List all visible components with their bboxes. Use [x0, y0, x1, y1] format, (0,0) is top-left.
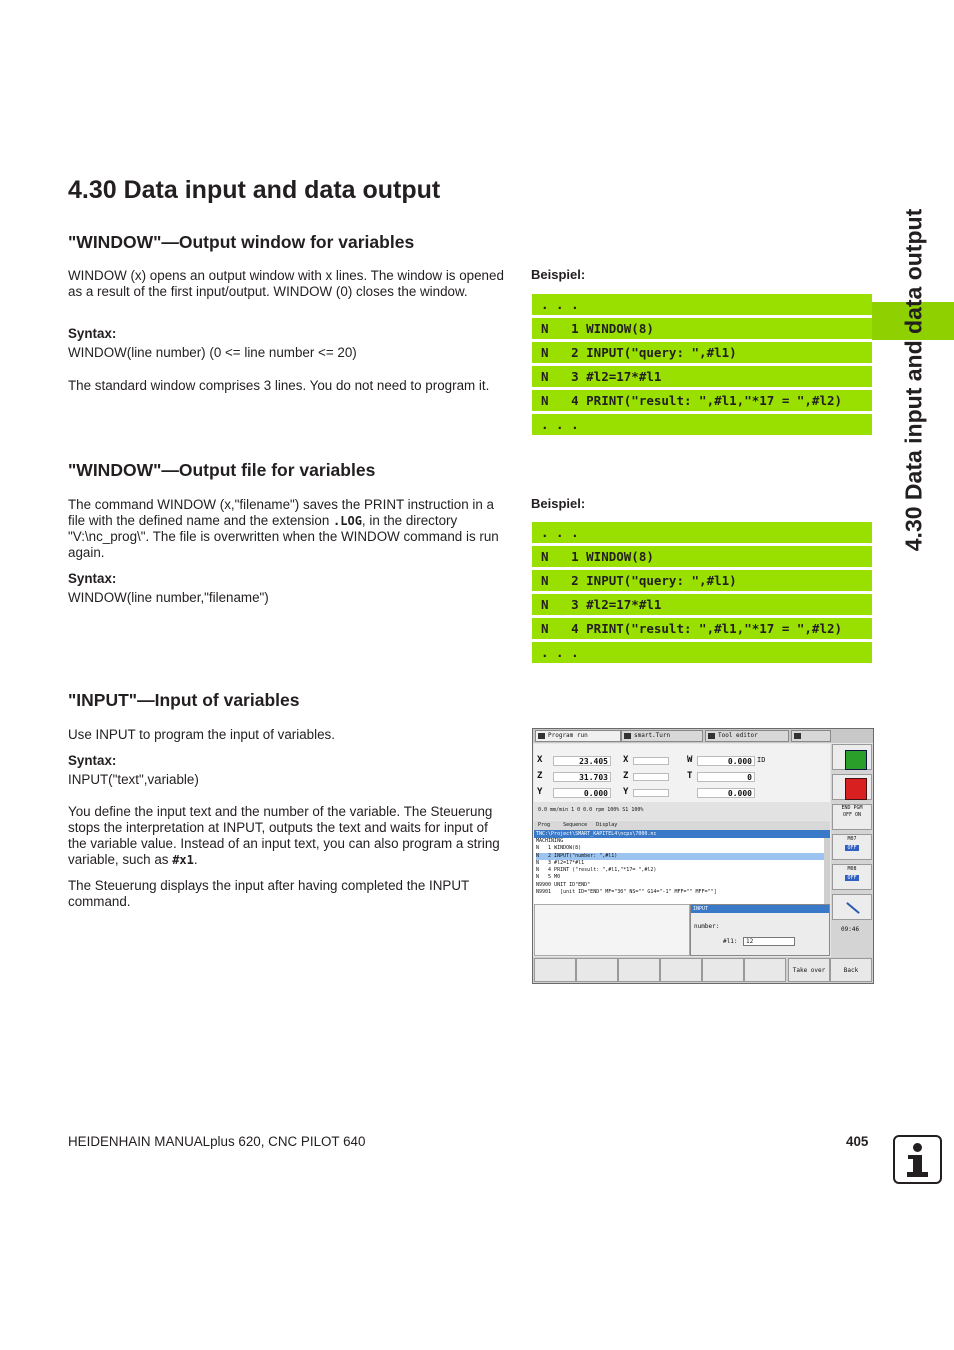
cycle-start-key[interactable] — [832, 744, 872, 770]
tab-label: Program run — [548, 732, 588, 739]
tab-tool-editor[interactable] — [705, 730, 789, 742]
string-variable-example: #x1 — [172, 853, 194, 867]
tool-key[interactable] — [832, 894, 872, 920]
syntax-label-1: Syntax: — [68, 326, 117, 341]
tab-label: Tool editor — [718, 732, 758, 739]
code-line: . . . — [532, 522, 872, 543]
input-desc: Use INPUT to program the input of variables. — [68, 727, 335, 742]
program-line: N 3 #l2=17*#l1 — [536, 859, 585, 866]
side-tab-title: 4.30 Data input and data output — [900, 208, 927, 552]
program-line: N9901 [unit ID="END" MF="30" NS="" G14="-1" MFF="" MFF=""] — [536, 889, 717, 896]
window-output-desc: WINDOW (x) opens an output window with x lines. The window is opened as a result of the first input/output. WINDOW (0) closes the window. — [68, 268, 504, 299]
axis-delta-label: X — [623, 755, 629, 765]
input-explanation — [68, 804, 510, 868]
lower-left-panel — [534, 904, 690, 956]
syntax-window-1: WINDOW(line number) (0 <= line number <= 20) — [68, 345, 357, 360]
heading-input: "INPUT"—Input of variables — [68, 690, 300, 710]
code-line: N 3 #l2=17*#l1 — [532, 594, 872, 615]
take-over-button[interactable]: Take over — [788, 958, 830, 982]
program-run-icon — [538, 733, 545, 739]
tool-value: 0 — [697, 772, 755, 782]
axis-delta-value — [633, 757, 669, 765]
heading-window-file: "WINDOW"—Output file for variables — [68, 460, 376, 480]
code-line: . . . — [532, 294, 872, 315]
tab-smart-turn[interactable] — [621, 730, 703, 742]
position-display — [534, 744, 830, 810]
input-explanation-a: You define the input text and the number of the variable. The Steuerung stops the interpretation at INPUT, outputs the text and waits for input of the variable value. Instead of an input text, you can also program a string variable, such as — [68, 804, 500, 867]
syntax-label-2: Syntax: — [68, 571, 117, 586]
softkey-5[interactable] — [702, 958, 744, 982]
input-display-note: The Steuerung displays the input after having completed the INPUT command. — [68, 878, 469, 909]
end-pgm-state: OFF ON — [842, 812, 862, 818]
code-line: . . . — [532, 414, 872, 435]
axis-row-y — [537, 787, 829, 799]
axis-id-label: ID — [757, 756, 766, 764]
axis-value-w: 0.000 — [697, 756, 755, 766]
code-line: N 4 PRINT("result: ",#l1,"*17 = ",#l2) — [532, 390, 872, 411]
cycle-start-icon — [845, 750, 867, 770]
feed-status-text: 0.0 mm/min 1 0 0.0 rpm 100% S1 100% — [538, 807, 644, 813]
code-line: N 4 PRINT("result: ",#l1,"*17 = ",#l2) — [532, 618, 872, 639]
axis-label: X — [537, 755, 543, 765]
back-button[interactable]: Back — [830, 958, 872, 982]
axis-label: Z — [537, 771, 543, 781]
axis-row-z — [537, 771, 829, 783]
code-line: N 2 INPUT("query: ",#l1) — [532, 342, 872, 363]
tool-icon — [846, 902, 860, 914]
softkey-3[interactable] — [618, 958, 660, 982]
program-line: N 5 M0 — [536, 874, 561, 881]
code-line: N 1 WINDOW(8) — [532, 318, 872, 339]
end-pgm-label: END PGM — [841, 805, 863, 811]
program-line: N 4 PRINT ("result: ",#l1,"*17= ",#l2) — [536, 867, 657, 874]
window-output-note: The standard window comprises 3 lines. You do not need to program it. — [68, 378, 490, 393]
input-dialog — [690, 904, 830, 956]
axis-delta-value — [633, 773, 669, 781]
code-line: N 3 #l2=17*#l1 — [532, 366, 872, 387]
program-line: N9900 UNIT ID"END" — [536, 881, 591, 888]
tab-prog[interactable]: Prog — [538, 822, 551, 828]
tool-label: T — [687, 771, 693, 781]
code-example-1 — [532, 294, 872, 438]
syntax-input: INPUT("text",variable) — [68, 772, 199, 787]
axis-delta-label: Z — [623, 771, 629, 781]
m07-label: M07 — [847, 836, 857, 842]
program-line: N 1 WINDOW(8) — [536, 845, 582, 852]
mode-tabs — [533, 729, 873, 743]
cycle-stop-icon — [845, 778, 867, 800]
m07-state: OFF — [847, 845, 857, 851]
disk-icon — [794, 733, 801, 739]
control-screenshot — [532, 728, 874, 984]
tab-label: smart.Turn — [634, 732, 671, 739]
softkey-2[interactable] — [576, 958, 618, 982]
program-line: MACHINING — [536, 838, 564, 844]
m08-state: OFF — [847, 875, 857, 881]
input-dialog-title: INPUT — [691, 905, 829, 913]
syntax-label-3: Syntax: — [68, 753, 117, 768]
page-number: 405 — [846, 1134, 869, 1149]
window-file-desc-a: The command WINDOW (x,"filename") saves the PRINT instruction in a file with the defined name and the extension — [68, 497, 494, 528]
bottom-softkeys — [533, 957, 873, 983]
example-label-1: Beispiel: — [531, 267, 586, 282]
smart-turn-icon — [624, 733, 631, 739]
tab-program-run[interactable] — [535, 730, 621, 742]
softkey-6[interactable] — [744, 958, 786, 982]
tab-sequence[interactable]: Sequence — [563, 822, 588, 828]
feed-status-row — [534, 802, 830, 820]
axis-label: Y — [537, 787, 543, 797]
input-prompt: number: — [694, 923, 720, 930]
axis-label-w: W — [687, 755, 693, 765]
window-file-desc-b: , in the directory "V:\nc_prog\". The file is overwritten when the WINDOW command is run again. — [68, 513, 499, 560]
m08-label: M08 — [847, 866, 857, 872]
axis-value: 0.000 — [553, 788, 611, 798]
input-field[interactable]: 12 — [743, 937, 795, 946]
softkey-1[interactable] — [534, 958, 576, 982]
tool-editor-icon — [708, 733, 715, 739]
program-line-current: N 2 INPUT("number: ",#l1) — [536, 853, 824, 860]
clock: 09:46 — [841, 926, 860, 933]
program-view-tabs — [534, 821, 830, 830]
axis-row-x — [537, 755, 829, 767]
softkey-4[interactable] — [660, 958, 702, 982]
axis-delta-value — [633, 789, 669, 797]
code-line: N 1 WINDOW(8) — [532, 546, 872, 567]
cycle-stop-key[interactable] — [832, 774, 872, 800]
axis-value: 31.703 — [553, 772, 611, 782]
code-example-2 — [532, 522, 872, 666]
tab-file[interactable] — [791, 730, 831, 742]
m08-key[interactable] — [832, 864, 872, 890]
info-icon — [893, 1135, 942, 1184]
heading-window-output: "WINDOW"—Output window for variables — [68, 232, 415, 252]
axis-delta-label: Y — [623, 787, 629, 797]
footer-product: HEIDENHAIN MANUALplus 620, CNC PILOT 640 — [68, 1134, 366, 1149]
program-scrollbar[interactable] — [824, 838, 830, 904]
code-line: . . . — [532, 642, 872, 663]
log-extension: .LOG — [333, 514, 362, 528]
code-line: N 2 INPUT("query: ",#l1) — [532, 570, 872, 591]
program-path: TNC:\Project\SMART_KAPITEL4\ncps\7000.nc — [534, 830, 830, 838]
section-title: 4.30 Data input and data output — [68, 176, 441, 204]
syntax-window-2: WINDOW(line number,"filename") — [68, 590, 269, 605]
right-softkeys — [831, 744, 873, 970]
axis-value: 23.405 — [553, 756, 611, 766]
m07-key[interactable] — [832, 834, 872, 860]
end-pgm-key[interactable] — [832, 804, 872, 830]
tab-display[interactable]: Display — [596, 822, 618, 828]
input-explanation-b: . — [193, 852, 198, 867]
spindle-value: 0.000 — [697, 788, 755, 798]
window-file-desc — [68, 497, 510, 561]
input-field-label: #l1: — [723, 938, 738, 945]
example-label-2: Beispiel: — [531, 496, 586, 511]
program-listing — [534, 838, 824, 904]
